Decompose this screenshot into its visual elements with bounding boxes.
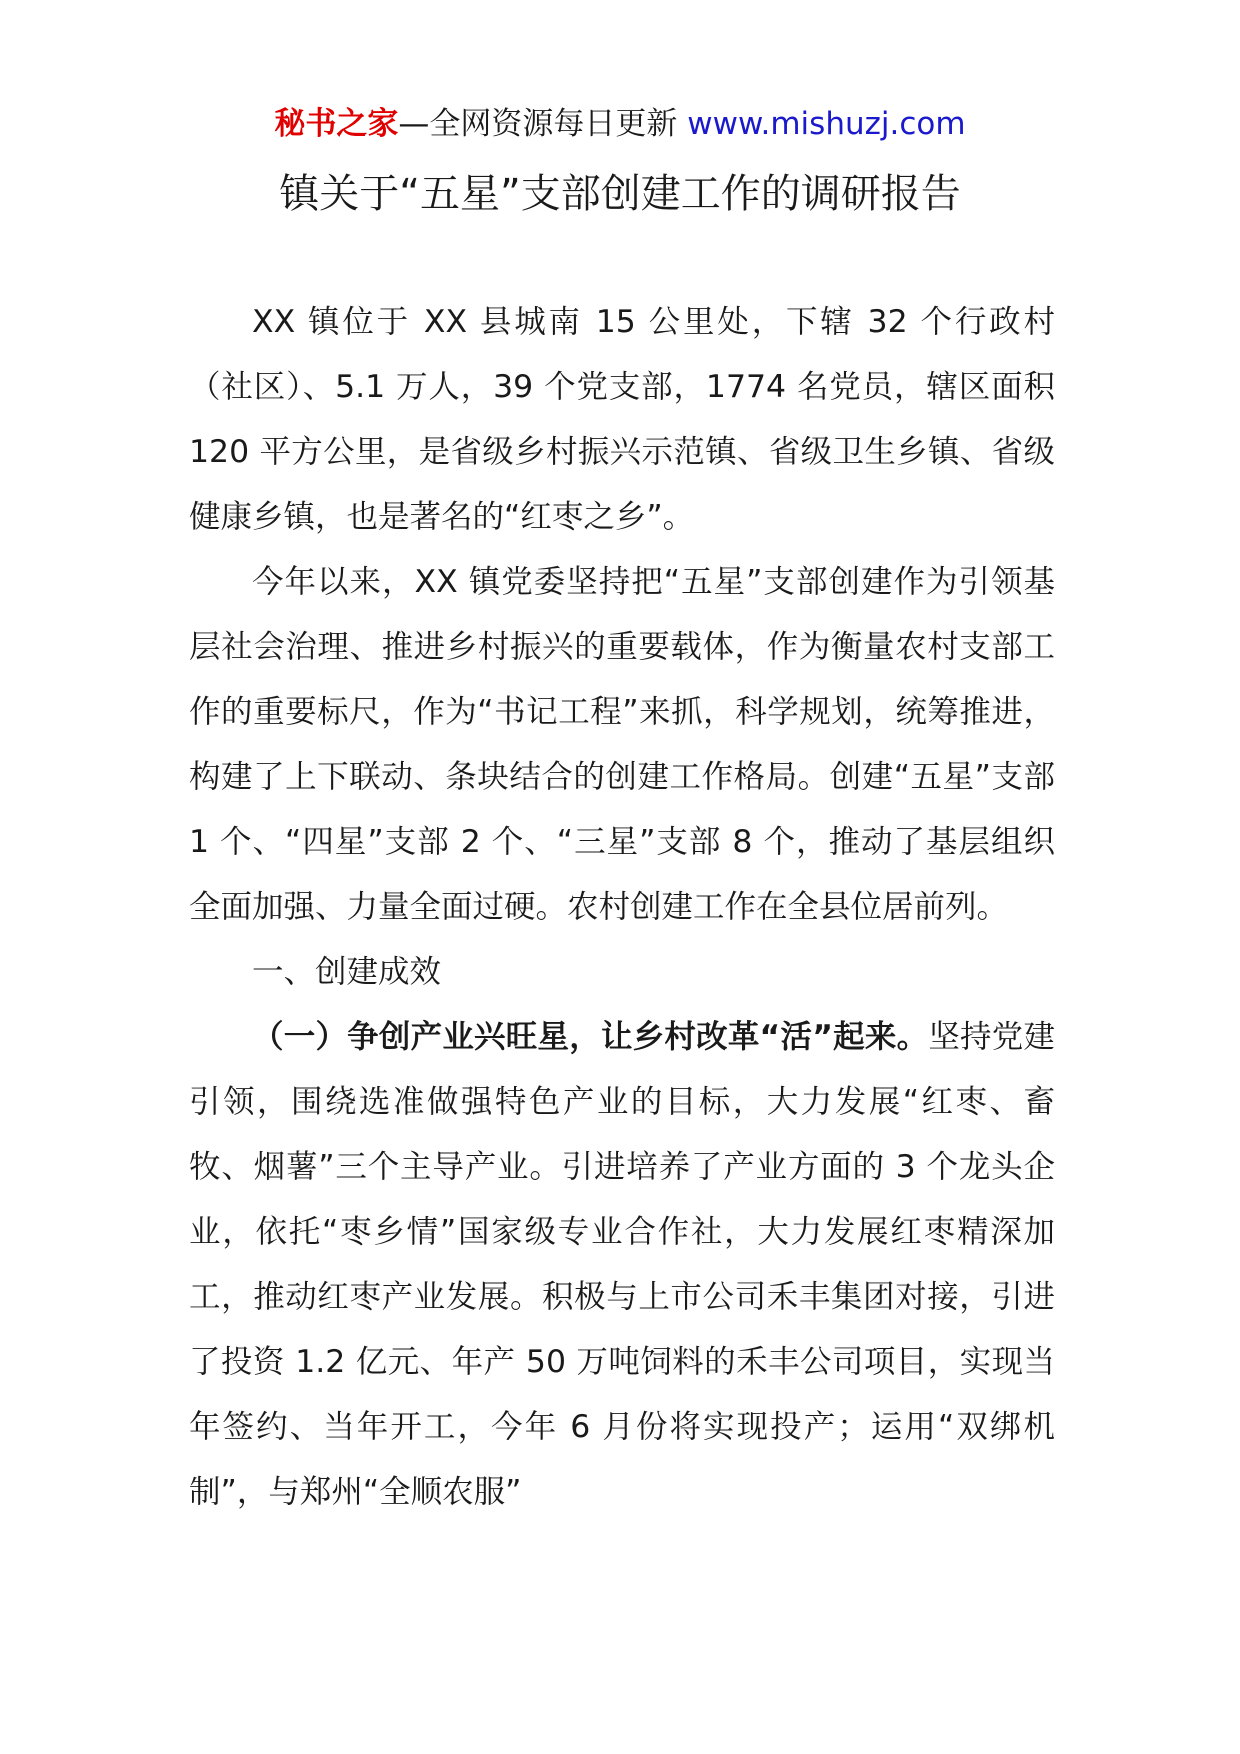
brand-name: 秘书之家 <box>274 106 399 142</box>
paragraph-intro: XX 镇位于 XX 县城南 15 公里处，下辖 32 个行政村（社区）、5.1 万人，39 个党支部，1774 名党员，辖区面积 120 平方公里，是省级乡村振兴示范镇、省级卫生乡镇、省级健康乡镇，也是著名的“红枣之乡”。 <box>189 304 1055 535</box>
site-header <box>0 104 1240 144</box>
header-slogan: —全网资源每日更新 <box>398 106 688 142</box>
paragraph-overview: 今年以来，XX 镇党委坚持把“五星”支部创建作为引领基层社会治理、推进乡村振兴的重要载体，作为衡量农村支部工作的重要标尺，作为“书记工程”来抓，科学规划，统筹推进，构建了上下联动、条块结合的创建工作格局。创建“五星”支部 1 个、“四星”支部 2 个、“三星”支部 8 个，推动了基层组织全面加强、力量全面过硬。农村创建工作在全县位居前列。 <box>189 564 1055 925</box>
subsection-paragraph <box>189 1005 1055 1525</box>
subsection-text: 坚持党建引领，围绕选准做强特色产业的目标，大力发展“红枣、畜牧、烟薯”三个主导产业。引进培养了产业方面的 3 个龙头企业，依托“枣乡情”国家级专业合作社，大力发展红枣精深加工，推动红枣产业发展。积极与上市公司禾丰集团对接，引进了投资 1.2 亿元、年产 50 万吨饲料的禾丰公司项目，实现当年签约、当年开工，今年 6 月份将实现投产；运用“双绑机制”，与郑州“全顺农服” <box>189 1019 1055 1510</box>
subsection-heading: （一）争创产业兴旺星，让乡村改革“活”起来。 <box>252 1019 929 1055</box>
document-body <box>189 290 1055 1525</box>
document-title: 镇关于“五星”支部创建工作的调研报告 <box>279 171 961 217</box>
website-link[interactable]: www.mishuzj.com <box>687 106 966 142</box>
section-heading: 一、创建成效 <box>252 954 442 990</box>
